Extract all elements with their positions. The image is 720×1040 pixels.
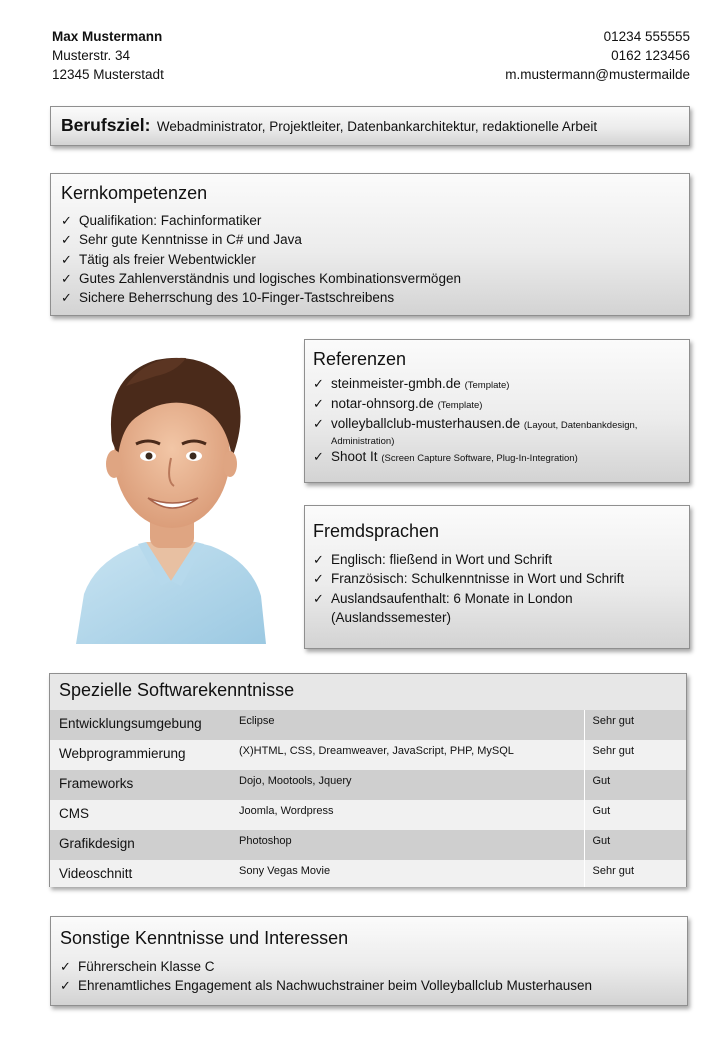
software-level: Gut — [584, 800, 686, 830]
languages-box — [304, 505, 690, 649]
checkmark-icon: ✓ — [313, 449, 324, 464]
checkmark-icon: ✓ — [61, 251, 72, 267]
email: m.mustermann@mustermailde — [505, 67, 690, 82]
checkmark-icon: ✓ — [313, 590, 324, 606]
references-box — [304, 339, 690, 483]
core-skills-list — [61, 211, 679, 307]
checkmark-icon: ✓ — [61, 213, 72, 228]
table-row — [50, 740, 686, 770]
career-goal-text: Webadministrator, Projektleiter, Datenbankarchitektur, redaktionelle Arbeit — [156, 119, 598, 134]
software-tools: Sony Vegas Movie — [233, 860, 584, 887]
core-skills-box — [50, 173, 690, 316]
list-item: ✓ Tätig als freier Webentwickler — [61, 250, 679, 269]
references-title: Referenzen — [313, 349, 407, 369]
list-item: ✓ Englisch: fließend in Wort und Schrift — [313, 550, 681, 569]
table-row — [50, 770, 686, 800]
list-item: ✓ Führerschein Klasse C — [60, 957, 678, 976]
checkmark-icon: ✓ — [313, 396, 324, 411]
career-goal-box — [50, 106, 690, 146]
software-category: Grafikdesign — [50, 830, 233, 860]
table-row — [50, 860, 686, 887]
city: 12345 Musterstadt — [52, 67, 164, 82]
software-tools: (X)HTML, CSS, Dreamweaver, JavaScript, PHP, MySQL — [233, 740, 584, 770]
checkmark-icon: ✓ — [61, 232, 72, 248]
list-item: ✓ volleyballclub-musterhausen.de (Layout, Datenbankdesign, Administration) — [313, 416, 638, 447]
person-name: Max Mustermann — [52, 29, 163, 44]
checkmark-icon: ✓ — [313, 552, 324, 567]
checkmark-icon: ✓ — [61, 270, 72, 286]
phone: 01234 555555 — [603, 29, 690, 44]
software-category: CMS — [50, 800, 233, 830]
software-level: Sehr gut — [584, 740, 686, 770]
list-item: ✓ notar-ohnsorg.de (Template) — [313, 396, 483, 411]
software-skills-table — [50, 710, 686, 887]
software-level: Sehr gut — [584, 710, 686, 740]
languages-list — [313, 550, 681, 627]
software-level: Gut — [584, 830, 686, 860]
table-row — [50, 710, 686, 740]
software-level: Gut — [584, 770, 686, 800]
software-tools: Eclipse — [233, 710, 584, 740]
checkmark-icon: ✓ — [60, 978, 71, 994]
other-skills-list — [60, 957, 678, 996]
software-category: Frameworks — [50, 770, 233, 800]
software-category: Videoschnitt — [50, 860, 233, 887]
software-tools: Dojo, Mootools, Jquery — [233, 770, 584, 800]
table-row — [50, 800, 686, 830]
checkmark-icon: ✓ — [313, 376, 324, 391]
software-level: Sehr gut — [584, 860, 686, 887]
list-item: ✓ Französisch: Schulkenntnisse in Wort und Schrift — [313, 569, 681, 588]
list-item: ✓ Sichere Beherrschung des 10-Finger-Tastschreibens — [61, 288, 679, 307]
software-tools: Photoshop — [233, 830, 584, 860]
software-tools: Joomla, Wordpress — [233, 800, 584, 830]
checkmark-icon: ✓ — [313, 416, 324, 431]
street: Musterstr. 34 — [52, 48, 131, 63]
table-row — [50, 830, 686, 860]
languages-title: Fremdsprachen — [313, 521, 440, 541]
checkmark-icon: ✓ — [61, 290, 72, 306]
list-item: ✓ Auslandsaufenthalt: 6 Monate in London (Auslandssemester) — [313, 590, 573, 625]
list-item: ✓ Sehr gute Kenntnisse in C# und Java — [61, 230, 679, 249]
other-skills-title: Sonstige Kenntnisse und Interessen — [60, 928, 349, 948]
list-item: ✓ Gutes Zahlenverständnis und logisches Kombinationsvermögen — [61, 269, 679, 288]
career-goal-label: Berufsziel: — [61, 115, 151, 135]
contact-address — [52, 27, 164, 84]
list-item: ✓ Ehrenamtliches Engagement als Nachwuchstrainer beim Volleyballclub Musterhausen — [60, 976, 678, 995]
software-skills-box — [49, 673, 687, 887]
software-category: Webprogrammierung — [50, 740, 233, 770]
contact-details — [505, 27, 690, 84]
software-skills-title: Spezielle Softwarekenntnisse — [59, 680, 295, 700]
list-item: ✓ Qualifikation: Fachinformatiker — [61, 211, 679, 230]
other-skills-box — [50, 916, 688, 1006]
list-item: ✓ steinmeister-gmbh.de (Template) — [313, 376, 510, 391]
checkmark-icon: ✓ — [60, 959, 71, 974]
software-category: Entwicklungsumgebung — [50, 710, 233, 740]
core-skills-title: Kernkompetenzen — [61, 183, 208, 203]
references-list — [313, 375, 681, 468]
mobile: 0162 123456 — [611, 48, 690, 63]
checkmark-icon: ✓ — [313, 571, 324, 587]
list-item: ✓ Shoot It (Screen Capture Software, Plug-In-Integration) — [313, 449, 578, 464]
profile-photo — [76, 346, 266, 644]
